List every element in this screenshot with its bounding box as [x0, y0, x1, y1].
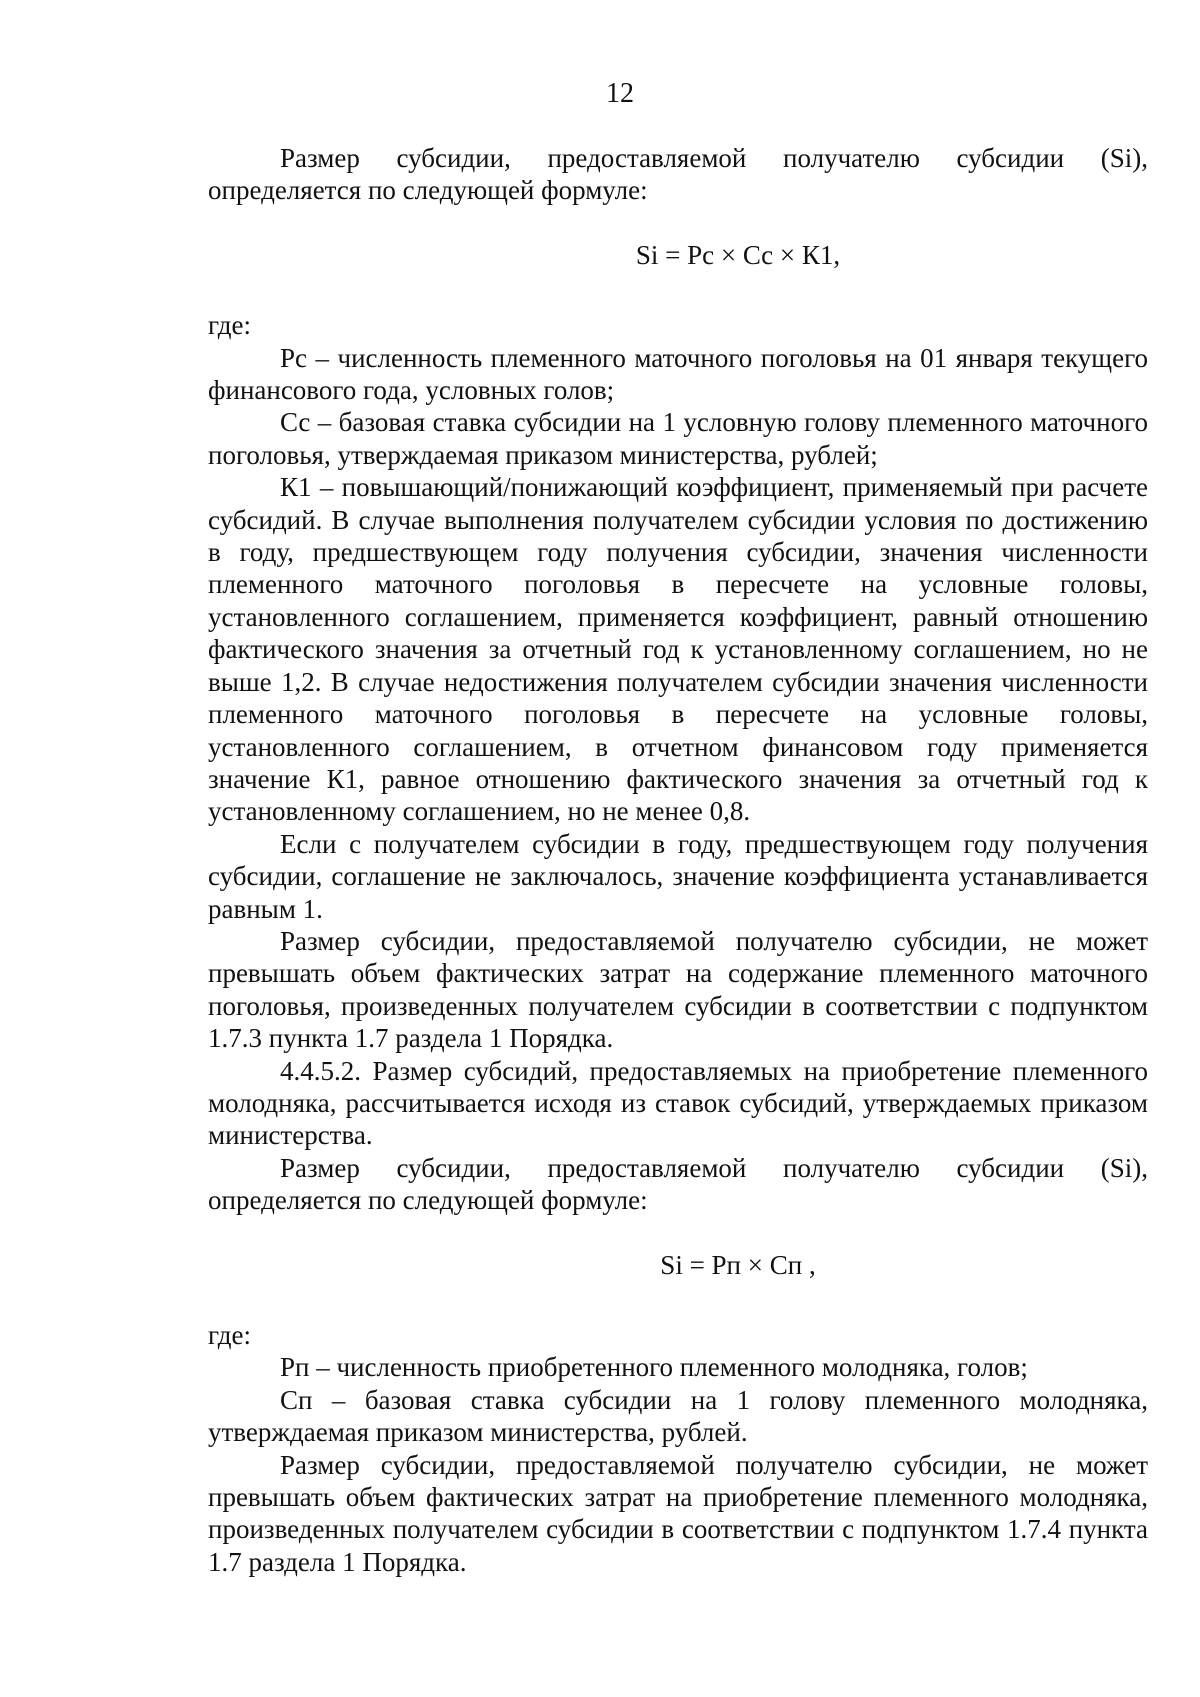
where-label-2: где: [208, 1320, 251, 1350]
formula-young-stock-subsidy: Si = Рп × Сп , [660, 1249, 816, 1280]
paragraph-subsidy-limit-1: Размер субсидии, предоставляемой получателю субсидии, не может превышать объем фактических затрат на содержание племенного маточного поголовья, произведенных получателем субсидии в соответствии с подпунктом 1.7.3 пункта 1.7 раздела 1 Порядка. [208, 925, 1148, 1054]
paragraph-subsidy-size-intro: Размер субсидии, предоставляемой получателю субсидии (Si), определяется по следующей формуле: [208, 143, 1148, 206]
where-label: где: [208, 310, 251, 341]
definition-rp: Рп – численность приобретенного племенного молодняка, голов; [280, 1352, 1028, 1383]
formula-livestock-subsidy: Si = Рс × Сс × К1, [635, 239, 841, 270]
paragraph-subsidy-limit-2: Размер субсидии, предоставляемой получателю субсидии, не может превышать объем фактических затрат на приобретение племенного молодняка, произведенных получателем субсидии в соответствии с подпунктом 1.7.4 пункта 1.7 раздела 1 Порядка. [208, 1449, 1148, 1577]
document-body [208, 142, 1148, 1578]
paragraph-4-4-5-2: 4.4.5.2. Размер субсидий, предоставляемых на приобретение племенного молодняка, рассчитывается исходя из ставок субсидий, утверждаемых приказом министерства. [208, 1055, 1148, 1151]
definition-sp: Сп – базовая ставка субсидии на 1 голову племенного молодняка, утверждаемая приказом министерства, рублей. [208, 1384, 1148, 1448]
paragraph-subsidy-size-intro-2: Размер субсидии, предоставляемой получателю субсидии (Si), определяется по следующей формуле: [208, 1152, 1148, 1216]
page-number: 12 [606, 78, 634, 109]
definition-ss: Сс – базовая ставка субсидии на 1 условную голову племенного маточного поголовья, утверждаемая приказом министерства, рублей; [208, 407, 1148, 470]
paragraph-no-agreement: Если с получателем субсидии в году, предшествующем году получения субсидии, соглашение не заключалось, значение коэффициента устанавливается равным 1. [208, 828, 1148, 924]
definition-k1: К1 – повышающий/понижающий коэффициент, применяемый при расчете субсидий. В случае выполнения получателем субсидии условия по достижению в году, предшествующем году получения субсидии, значения численности племенного маточного поголовья в пересчете на условные головы, установленного соглашением, применяется коэффициент, равный отношению фактического значения за отчетный год к установленному соглашением, но не выше 1,2. В случае недостижения получателем субсидии значения численности племенного маточного поголовья в пересчете на условные головы, установленного соглашением, в отчетном финансовом году применяется значение К1, равное отношению фактического значения за отчетный год к установленному соглашением, но не менее 0,8. [208, 472, 1148, 827]
definition-rs: Рс – численность племенного маточного поголовья на 01 января текущего финансового года, условных голов; [208, 342, 1148, 406]
